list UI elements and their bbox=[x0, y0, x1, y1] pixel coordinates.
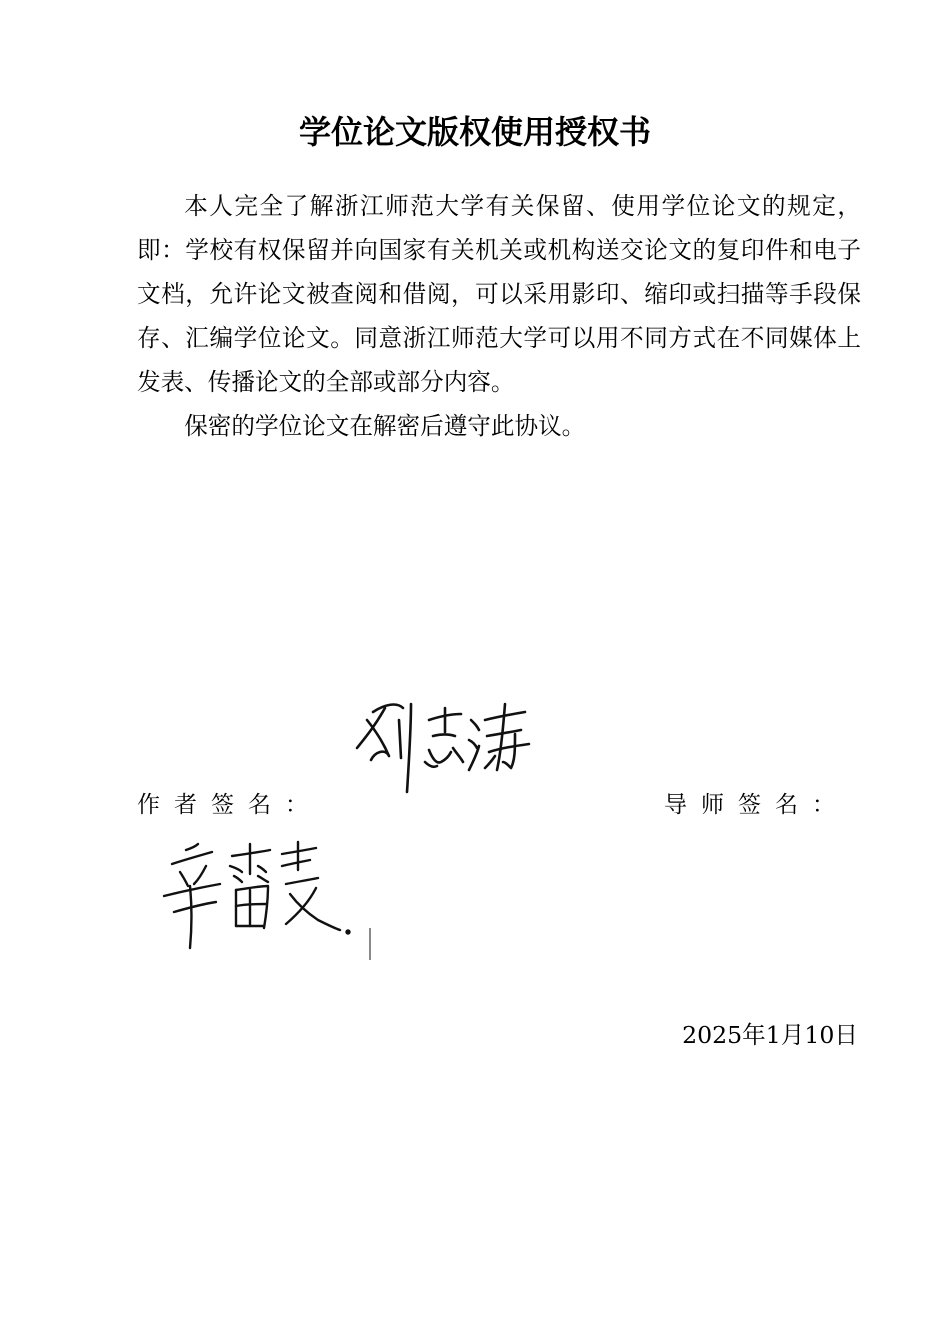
paragraph-authorization: 本人完全了解浙江师范大学有关保留、使用学位论文的规定，即：学校有权保留并向国家有关机关或机构送交论文的复印件和电子文档，允许论文被查阅和借阅，可以采用影印、缩印或扫描等手段保存、汇编学位论文。同意浙江师范大学可以用不同方式在不同媒体上发表、传播论文的全部或部分内容。 bbox=[137, 192, 861, 396]
author-signature-label: 作者签名： bbox=[137, 792, 322, 818]
author-signature-image bbox=[150, 826, 358, 961]
advisor-signature-image bbox=[345, 690, 535, 800]
paragraph-confidential: 保密的学位论文在解密后遵守此协议。 bbox=[184, 412, 586, 440]
signing-date: 2025年1月10日 bbox=[682, 1021, 858, 1049]
advisor-signature-label: 导师签名： bbox=[664, 792, 849, 818]
text-cursor bbox=[369, 928, 371, 960]
document-body bbox=[137, 184, 861, 448]
document-title: 学位论文版权使用授权书 bbox=[298, 113, 651, 151]
